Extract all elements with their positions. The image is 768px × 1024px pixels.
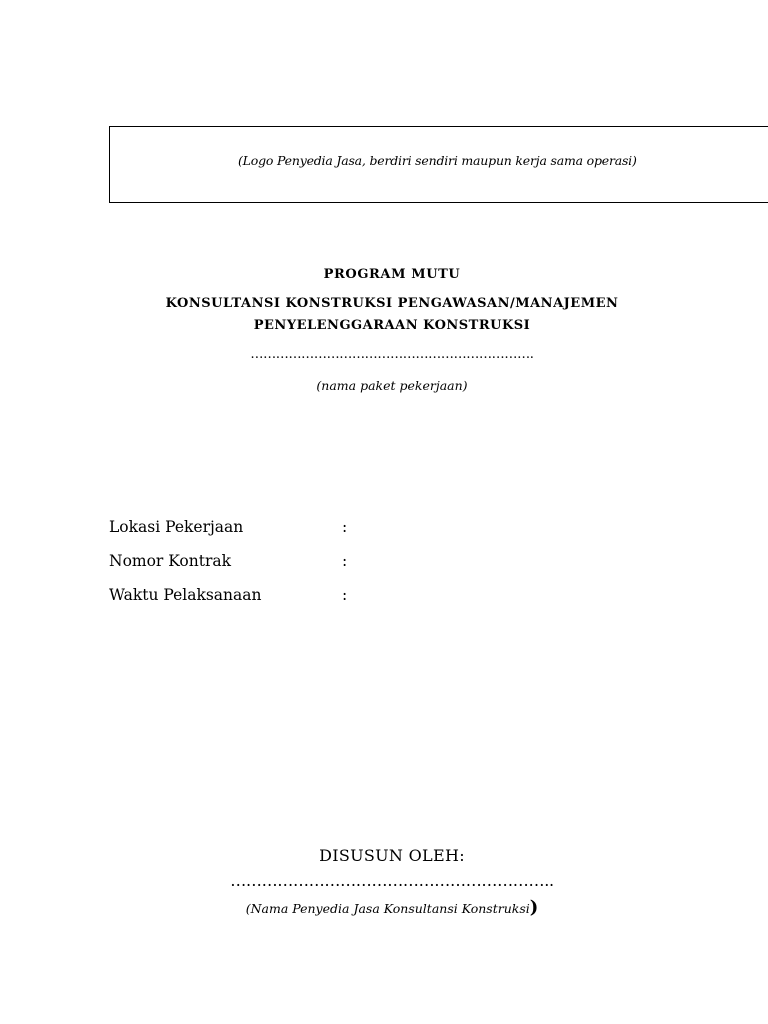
field-waktu-label: Waktu Pelaksanaan bbox=[109, 586, 262, 604]
penyedia-name-note-close: ) bbox=[529, 897, 539, 918]
field-nomor-colon: : bbox=[342, 552, 348, 570]
penyedia-name-placeholder-dots: …………………………………………………….. bbox=[230, 871, 554, 890]
field-waktu-pelaksanaan bbox=[109, 586, 348, 604]
field-lokasi-colon: : bbox=[342, 518, 348, 536]
paket-name-note: (nama paket pekerjaan) bbox=[316, 378, 468, 393]
penyedia-name-note-text: (Nama Penyedia Jasa Konsultansi Konstruksi bbox=[245, 901, 530, 916]
logo-placeholder-box bbox=[109, 126, 768, 203]
document-title: PROGRAM MUTU bbox=[323, 267, 461, 282]
field-nomor-label: Nomor Kontrak bbox=[109, 552, 232, 570]
field-waktu-colon: : bbox=[342, 586, 348, 604]
prepared-by-heading: DISUSUN OLEH: bbox=[319, 846, 465, 865]
field-nomor-kontrak bbox=[109, 552, 348, 570]
document-subtitle-line-1: KONSULTANSI KONSTRUKSI PENGAWASAN/MANAJEMEN bbox=[165, 296, 619, 311]
field-lokasi-label: Lokasi Pekerjaan bbox=[109, 518, 244, 536]
document-subtitle-line-2: PENYELENGGARAAN KONSTRUKSI bbox=[253, 318, 531, 333]
logo-placeholder-note: (Logo Penyedia Jasa, berdiri sendiri maupun kerja sama operasi) bbox=[238, 153, 637, 168]
field-lokasi-pekerjaan bbox=[109, 518, 348, 536]
paket-name-placeholder-dots: …………………………………………………………. bbox=[250, 347, 534, 362]
penyedia-name-note bbox=[0, 897, 768, 918]
